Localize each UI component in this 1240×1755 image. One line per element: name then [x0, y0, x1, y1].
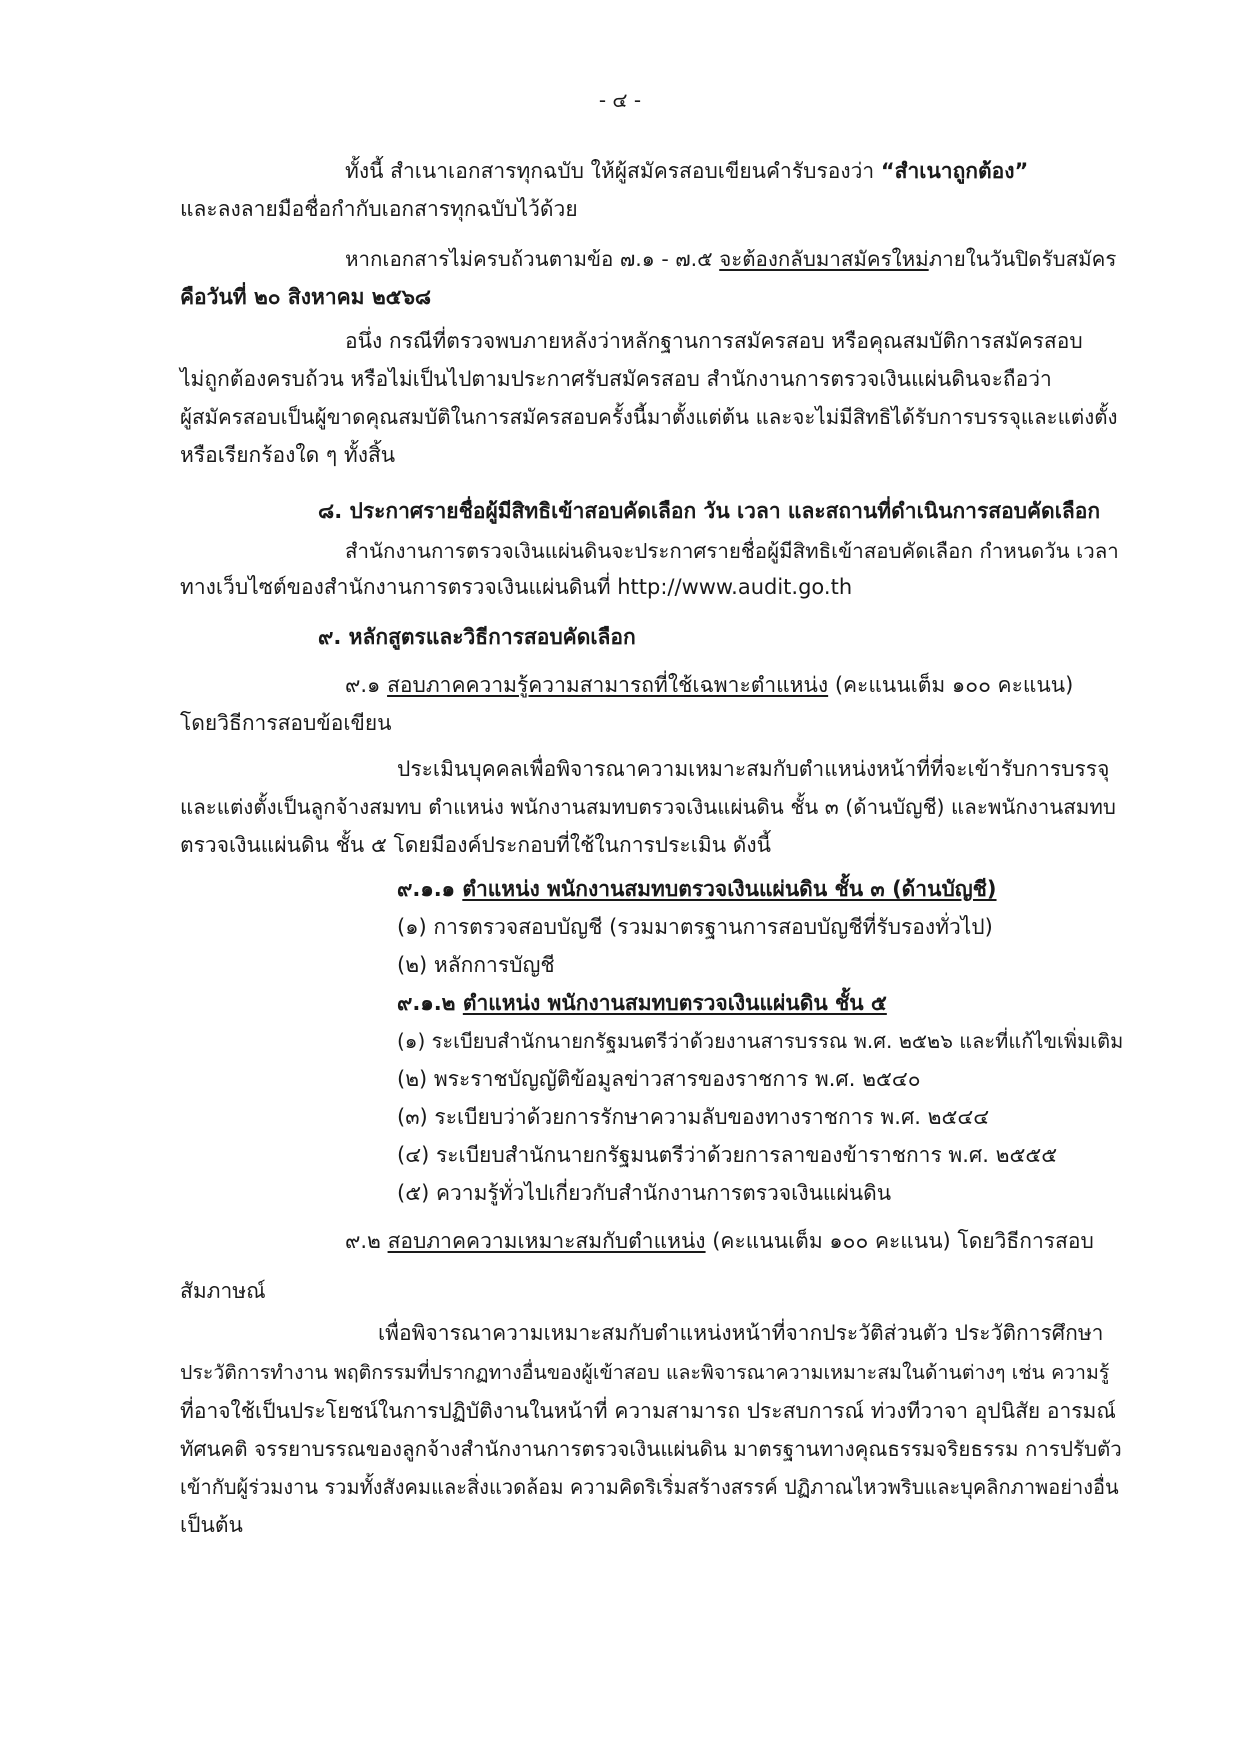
section-9-2-title: สอบภาคความเหมาะสมกับตำแหน่ง	[387, 1229, 706, 1253]
section-9-2-para-line: ทัศนคติ จรรยาบรรณของลูกจ้างสำนักงานการตรวจเงินแผ่นดิน มาตรฐานทางคุณธรรมจริยธรรม การปรับตัว	[180, 1437, 1122, 1461]
section-9-2-para-line: เป็นต้น	[180, 1513, 243, 1537]
section-9-1-para-line-2: และแต่งตั้งเป็นลูกจ้างสมทบ ตำแหน่ง พนักงานสมทบตรวจเงินแผ่นดิน ชั้น ๓ (ด้านบัญชี) และพนักงานสมทบ	[180, 795, 1116, 819]
list-item: (๔) ระเบียบสำนักนายกรัฐมนตรีว่าด้วยการลาของข้าราชการ พ.ศ. ๒๕๕๕	[397, 1143, 1058, 1167]
p3-line-1: อนึ่ง กรณีที่ตรวจพบภายหลังว่าหลักฐานการสมัครสอบ หรือคุณสมบัติการสมัครสอบ	[345, 329, 1083, 353]
section-9-heading: ๙. หลักสูตรและวิธีการสอบคัดเลือก	[318, 625, 636, 649]
p3-line-2: ไม่ถูกต้องครบถ้วน หรือไม่เป็นไปตามประกาศรับสมัครสอบ สำนักงานการตรวจเงินแผ่นดินจะถือว่า	[180, 367, 1052, 391]
section-9-2-line-1: ๙.๒ สอบภาคความเหมาะสมกับตำแหน่ง (คะแนนเต็ม ๑๐๐ คะแนน) โดยวิธีการสอบ	[345, 1229, 1094, 1253]
p1-line-1: ทั้งนี้ สำเนาเอกสารทุกฉบับ ให้ผู้สมัครสอบเขียนคำรับรองว่า “สำเนาถูกต้อง”	[345, 159, 1029, 183]
list-item: (๕) ความรู้ทั่วไปเกี่ยวกับสำนักงานการตรวจเงินแผ่นดิน	[397, 1181, 892, 1205]
p2-line-1: หากเอกสารไม่ครบถ้วนตามข้อ ๗.๑ - ๗.๕ จะต้องกลับมาสมัครใหม่ภายในวันปิดรับสมัคร	[345, 247, 1117, 271]
section-9-1-2-heading: ๙.๑.๒ ตำแหน่ง พนักงานสมทบตรวจเงินแผ่นดิน ชั้น ๕	[397, 991, 887, 1015]
section-9-2-para-line: เพื่อพิจารณาความเหมาะสมกับตำแหน่งหน้าที่จากประวัติส่วนตัว ประวัติการศึกษา	[378, 1321, 1104, 1345]
section-9-2-line-2: สัมภาษณ์	[180, 1279, 266, 1303]
section-9-1-line-2: โดยวิธีการสอบข้อเขียน	[180, 711, 392, 735]
certified-copy-phrase: “สำเนาถูกต้อง”	[880, 159, 1029, 183]
section-8-line-2: ทางเว็บไซต์ของสำนักงานการตรวจเงินแผ่นดินที่ http://www.audit.go.th	[180, 575, 853, 599]
p1-line-2: และลงลายมือชื่อกำกับเอกสารทุกฉบับไว้ด้วย	[180, 197, 578, 221]
section-9-2-para-line: ประวัติการทำงาน พฤติกรรมที่ปรากฏทางอื่นของผู้เข้าสอบ และพิจารณาความเหมาะสมในด้านต่างๆ เช่น ความรู้	[180, 1361, 1110, 1384]
section-8-line-1: สำนักงานการตรวจเงินแผ่นดินจะประกาศรายชื่อผู้มีสิทธิเข้าสอบคัดเลือก กำหนดวัน เวลา	[345, 539, 1119, 563]
p3-line-3: ผู้สมัครสอบเป็นผู้ขาดคุณสมบัติในการสมัครสอบครั้งนี้มาตั้งแต่ต้น และจะไม่มีสิทธิได้รับการบรรจุและแต่งตั้ง	[180, 405, 1118, 429]
list-item: (๑) ระเบียบสำนักนายกรัฐมนตรีว่าด้วยงานสารบรรณ พ.ศ. ๒๕๒๖ และที่แก้ไขเพิ่มเติม	[397, 1029, 1124, 1053]
list-item: (๓) ระเบียบว่าด้วยการรักษาความลับของทางราชการ พ.ศ. ๒๕๔๔	[397, 1105, 990, 1129]
section-9-1-para-line-3: ตรวจเงินแผ่นดิน ชั้น ๕ โดยมีองค์ประกอบที่ใช้ในการประเมิน ดังนี้	[180, 833, 771, 857]
section-9-1-para-line-1: ประเมินบุคคลเพื่อพิจารณาความเหมาะสมกับตำแหน่งหน้าที่ที่จะเข้ารับการบรรจุ	[397, 757, 1110, 781]
section-9-1-title: สอบภาคความรู้ความสามารถที่ใช้เฉพาะตำแหน่ง	[387, 673, 829, 697]
section-9-1-line-1: ๙.๑ สอบภาคความรู้ความสามารถที่ใช้เฉพาะตำแหน่ง (คะแนนเต็ม ๑๐๐ คะแนน)	[345, 673, 1074, 697]
section-8-heading: ๘. ประกาศรายชื่อผู้มีสิทธิเข้าสอบคัดเลือก วัน เวลา และสถานที่ดำเนินการสอบคัดเลือก	[318, 499, 1101, 523]
p2-line-2-deadline: คือวันที่ ๒๐ สิงหาคม ๒๕๖๘	[180, 285, 432, 309]
section-9-2-para-line: เข้ากับผู้ร่วมงาน รวมทั้งสังคมและสิ่งแวดล้อม ความคิดริเริ่มสร้างสรรค์ ปฏิภาณไหวพริบและบุคลิกภาพอย่างอื่น	[180, 1475, 1119, 1499]
p3-line-4: หรือเรียกร้องใด ๆ ทั้งสิ้น	[180, 443, 396, 467]
list-item: (๑) การตรวจสอบบัญชี (รวมมาตรฐานการสอบบัญชีที่รับรองทั่วไป)	[397, 915, 993, 939]
section-9-1-1-heading: ๙.๑.๑ ตำแหน่ง พนักงานสมทบตรวจเงินแผ่นดิน ชั้น ๓ (ด้านบัญชี)	[397, 877, 997, 901]
list-item: (๒) พระราชบัญญัติข้อมูลข่าวสารของราชการ พ.ศ. ๒๕๔๐	[397, 1067, 921, 1091]
list-item: (๒) หลักการบัญชี	[397, 953, 555, 977]
page-number: - ๔ -	[598, 88, 642, 112]
section-9-2-para-line: ที่อาจใช้เป็นประโยชน์ในการปฏิบัติงานในหน้าที่ ความสามารถ ประสบการณ์ ท่วงทีวาจา อุปนิสัย อารมณ์	[180, 1399, 1116, 1423]
reapply-notice: จะต้องกลับมาสมัครใหม่	[719, 247, 929, 271]
